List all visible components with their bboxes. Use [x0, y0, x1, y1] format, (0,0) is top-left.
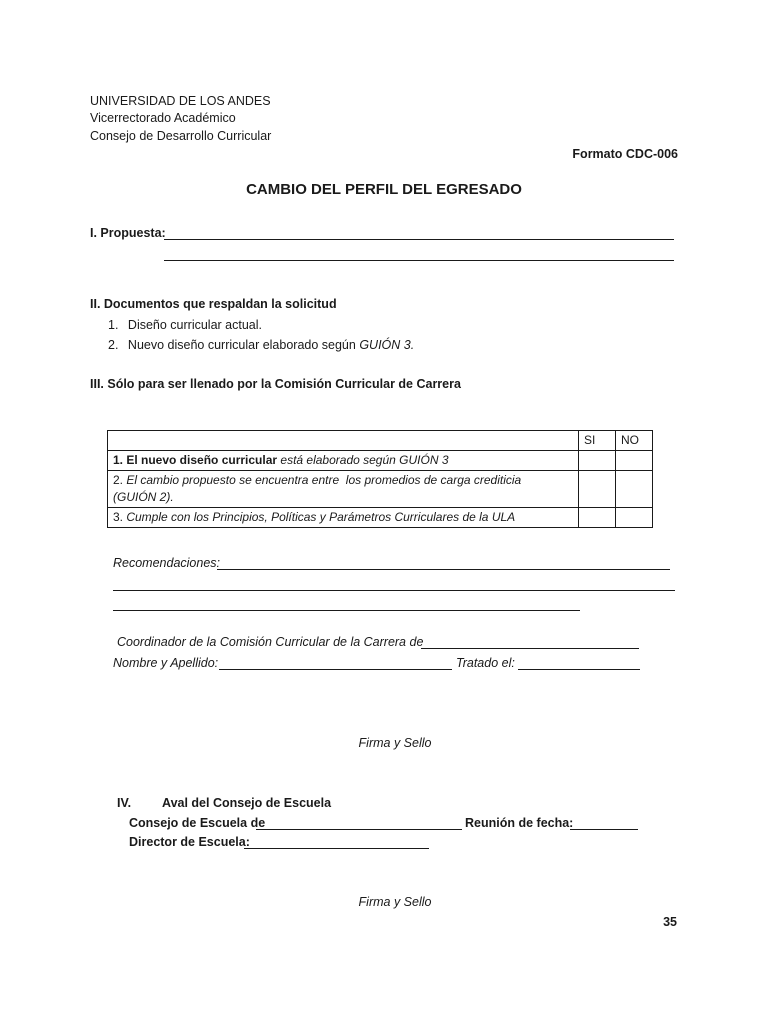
document-item-2-text: Nuevo diseño curricular elaborado según: [127, 338, 360, 352]
criterion-3-prefix: 3.: [113, 510, 127, 524]
criterion-3-no-cell[interactable]: [616, 508, 653, 528]
si-header: SI: [579, 431, 616, 451]
recomendaciones-line-2[interactable]: [113, 590, 675, 591]
consejo-name: Consejo de Desarrollo Curricular: [90, 129, 272, 143]
propuesta-line-2[interactable]: [164, 260, 674, 261]
firma-sello-1: Firma y Sello: [358, 736, 432, 750]
reunion-label: Reunión de fecha:: [465, 816, 574, 830]
table-row: [108, 451, 653, 471]
consejo-escuela-line[interactable]: [256, 829, 462, 830]
document-item-2-guion: GUIÓN 3.: [359, 338, 415, 352]
section-4-heading: Aval del Consejo de Escuela: [162, 796, 332, 810]
criterion-1-no-cell[interactable]: [616, 451, 653, 471]
no-header: NO: [616, 431, 653, 451]
table-header-cell: [108, 431, 579, 451]
firma-sello-2: Firma y Sello: [358, 895, 432, 909]
criterion-2-no-cell[interactable]: [616, 471, 653, 508]
vicerrectorado-name: Vicerrectorado Académico: [90, 111, 236, 125]
section-4-number: IV.: [117, 796, 132, 810]
propuesta-line-1[interactable]: [164, 239, 674, 240]
reunion-line[interactable]: [570, 829, 638, 830]
nombre-line[interactable]: [219, 669, 452, 670]
consejo-escuela-label: Consejo de Escuela de: [129, 816, 266, 830]
table-header-row: [108, 431, 653, 451]
criterion-2-italic-2: (GUIÓN 2).: [113, 490, 174, 504]
document-item-1: [108, 317, 262, 333]
table-row: [108, 471, 653, 508]
director-label: Director de Escuela:: [129, 835, 250, 849]
format-code: Formato CDC-006: [572, 147, 678, 161]
criterion-1: [108, 451, 579, 471]
university-name: UNIVERSIDAD DE LOS ANDES: [90, 94, 271, 108]
page-number: 35: [663, 915, 677, 929]
document-item-1-text: Diseño curricular actual.: [127, 318, 263, 332]
criterion-2: [108, 471, 579, 508]
tratado-line[interactable]: [518, 669, 640, 670]
coordinador-label: Coordinador de la Comisión Curricular de la Carrera de: [117, 635, 424, 649]
document-item-2-number: 2.: [108, 338, 119, 352]
criterion-3-italic: Cumple con los Principios, Políticas y Parámetros Curriculares de la ULA: [126, 510, 516, 524]
tratado-label: Tratado el:: [456, 656, 515, 670]
coordinador-line[interactable]: [421, 648, 639, 649]
checklist-table: [107, 430, 653, 528]
document-item-1-number: 1.: [108, 318, 119, 332]
criterion-2-italic: El cambio propuesto se encuentra entre los promedios de carga crediticia: [126, 473, 522, 487]
criterion-1-italic: está elaborado según GUIÓN 3: [277, 453, 449, 467]
recomendaciones-line-3[interactable]: [113, 610, 580, 611]
criterion-2-prefix: 2.: [113, 473, 127, 487]
table-row: [108, 508, 653, 528]
nombre-label: Nombre y Apellido:: [113, 656, 219, 670]
criterion-3-si-cell[interactable]: [579, 508, 616, 528]
recomendaciones-label: Recomendaciones:: [113, 556, 221, 570]
director-line[interactable]: [244, 848, 429, 849]
recomendaciones-line-1[interactable]: [217, 569, 670, 570]
section-2-heading: II. Documentos que respaldan la solicitud: [90, 297, 337, 311]
section-3-heading: III. Sólo para ser llenado por la Comisión Curricular de Carrera: [90, 377, 461, 391]
criterion-2-si-cell[interactable]: [579, 471, 616, 508]
criterion-3: [108, 508, 579, 528]
criterion-1-bold: 1. El nuevo diseño curricular: [113, 453, 278, 467]
criterion-1-si-cell[interactable]: [579, 451, 616, 471]
document-item-2: [108, 337, 414, 353]
page-title: CAMBIO DEL PERFIL DEL EGRESADO: [246, 181, 522, 198]
section-1-label: I. Propuesta:: [90, 226, 166, 240]
